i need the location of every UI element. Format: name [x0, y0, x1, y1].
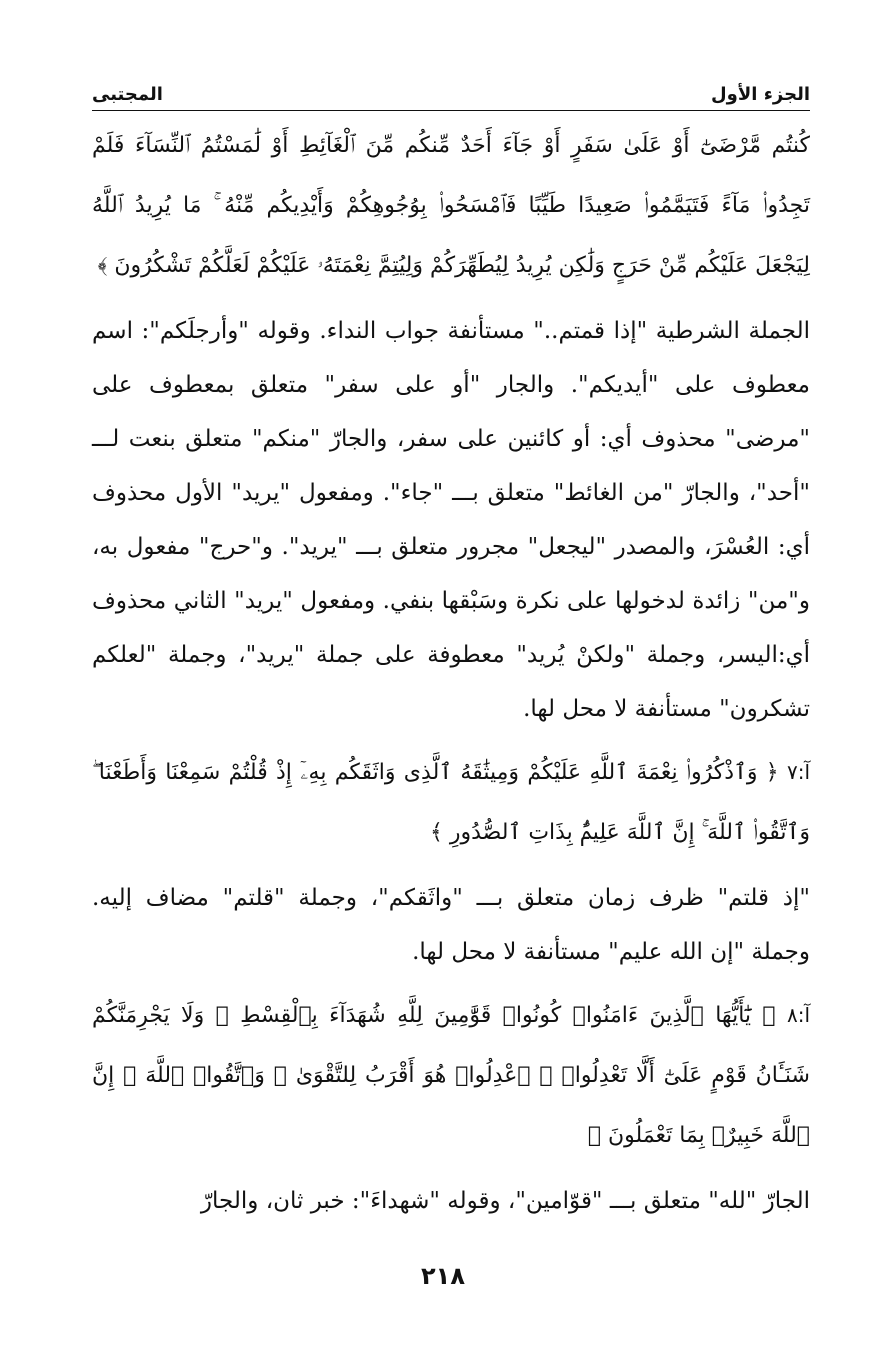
verse-number: آ:٧: [786, 760, 810, 784]
page-body: [92, 116, 810, 1228]
volume-label: الجزء الأول: [711, 84, 810, 105]
quran-verse-7: آ:٧ ﴿ وَٱذْكُرُوا۟ نِعْمَةَ ٱللَّهِ عَلَيْكُمْ وَمِيثَٰقَهُ ٱلَّذِى وَاثَقَكُم بِهِۦٓ إِذْ قُلْتُمْ سَمِعْنَا وَأَطَعْنَا ۖ وَٱتَّقُوا۟ ٱللَّهَ ۚ إِنَّ ٱللَّهَ عَلِيمٌۢ بِذَاتِ ٱلصُّدُورِ ﴾: [92, 760, 810, 845]
commentary-paragraph: الجارّ "لله" متعلق بـــ "قوّامين"، وقوله "شهداءَ": خبر ثان، والجارّ: [200, 1188, 810, 1214]
page-number: ٢١٨: [421, 1262, 465, 1290]
commentary-paragraph: "إذ قلتم" ظرف زمان متعلق بـــ "واثَقكم"، وجملة "قلتم" مضاف إليه. وجملة "إن الله عليم" مستأنفة لا محل لها.: [92, 885, 810, 965]
commentary-paragraph: الجملة الشرطية "إذا قمتم.." مستأنفة جواب النداء. وقوله "وأرجلَكم": اسم معطوف على "أيديكم". والجار "أو على سفر" متعلق بمعطوف على "مرضى" محذوف أي: أو كائنين على سفر، والجارّ "منكم" متعلق بنعت لـــ "أحد"، والجارّ "من الغائط" متعلق بـــ "جاء". ومفعول "يريد" الأول محذوف أي: العُسْرَ، والمصدر "ليجعل" مجرور متعلق بـــ "يريد". و"حرج" مفعول به، و"من" زائدة لدخولها على نكرة وسَبْقها بنفي. ومفعول "يريد" الثاني محذوف أي:اليسر، وجملة "ولكنْ يُريد" معطوفة على جملة "يريد"، وجملة "لعلكم تشكرون" مستأنفة لا محل لها.: [92, 318, 810, 722]
verse-number: آ:٨: [786, 1003, 810, 1027]
quran-verse-8: آ:٨ ﴿ يَٰٓأَيُّهَا ٱلَّذِينَ ءَامَنُوا۟ كُونُوا۟ قَوَّٰمِينَ لِلَّهِ شُهَدَآءَ بِٱلْقِسْطِ ۖ وَلَا يَجْرِمَنَّكُمْ شَنَـَٔانُ قَوْمٍ عَلَىٰٓ أَلَّا تَعْدِلُوا۟ ۚ ٱعْدِلُوا۟ هُوَ أَقْرَبُ لِلتَّقْوَىٰ ۖ وَٱتَّقُوا۟ ٱللَّهَ ۚ إِنَّ ٱللَّهَ خَبِيرٌۢ بِمَا تَعْمَلُونَ ﴾: [92, 1003, 810, 1148]
quran-verse-continuation: كُنتُم مَّرْضَىٰٓ أَوْ عَلَىٰ سَفَرٍ أَوْ جَآءَ أَحَدٌ مِّنكُم مِّنَ ٱلْغَآئِطِ أَوْ لَٰمَسْتُمُ ٱلنِّسَآءَ فَلَمْ تَجِدُوا۟ مَآءً فَتَيَمَّمُوا۟ صَعِيدًا طَيِّبًا فَٱمْسَحُوا۟ بِوُجُوهِكُمْ وَأَيْدِيكُم مِّنْهُ ۚ مَا يُرِيدُ ٱللَّهُ لِيَجْعَلَ عَلَيْكُم مِّنْ حَرَجٍ وَلَٰكِن يُرِيدُ لِيُطَهِّرَكُمْ وَلِيُتِمَّ نِعْمَتَهُۥ عَلَيْكُمْ لَعَلَّكُمْ تَشْكُرُونَ ﴾: [92, 133, 810, 278]
book-title: المجتبى: [92, 84, 163, 105]
running-header: [92, 76, 810, 111]
